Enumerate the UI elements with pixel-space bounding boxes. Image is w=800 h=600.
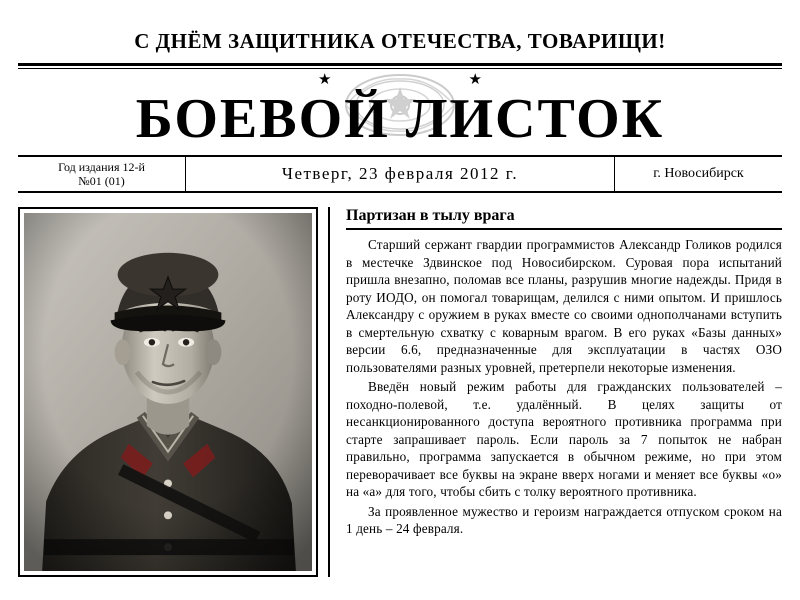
article-paragraph: За проявленное мужество и героизм награждается отпуском сроком на 1 день – 24 февраля. bbox=[346, 503, 782, 537]
vertical-rule bbox=[328, 207, 330, 577]
greeting-headline: С ДНЁМ ЗАЩИТНИКА ОТЕЧЕСТВА, ТОВАРИЩИ! bbox=[134, 29, 666, 53]
column-divider bbox=[318, 207, 340, 597]
star-right-icon: ★ bbox=[468, 72, 482, 89]
article bbox=[340, 207, 782, 597]
page-content bbox=[18, 207, 782, 597]
rule-thin-top bbox=[18, 68, 782, 69]
info-bar bbox=[18, 155, 782, 193]
issue-date: Четверг, 23 февраля 2012 г. bbox=[281, 164, 519, 184]
rule-thick-top bbox=[18, 63, 782, 66]
soldier-portrait-photo bbox=[24, 213, 312, 571]
page-title: БОЕВОЙ ЛИСТОК bbox=[135, 88, 665, 151]
star-left-icon: ★ bbox=[318, 72, 332, 89]
edition-year: Год издания 12-й bbox=[58, 160, 145, 175]
article-headline: Партизан в тылу врага bbox=[346, 207, 782, 230]
edition-number: №01 (01) bbox=[78, 174, 125, 189]
issue-city: г. Новосибирск bbox=[614, 157, 782, 191]
article-paragraph: Введён новый режим работы для гражданских пользователей – походно-полевой, т.е. удалённый. В целях защиты от несанкционированного доступа вероятного противника программа при старте запрашивает пароль. Если пароль за 7 попыток не набран правильно, программа запускается в обычном режиме, но при этом переворачивает все буквы на экране вверх ногами и меняет все буквы «о» на «а» для того, чтобы сбить с толку вероятного противника. bbox=[346, 379, 782, 500]
article-paragraph: Старший сержант гвардии программистов Александр Голиков родился в местечке Здвинское под Новосибирском. Суровая пора испытаний пришла внезапно, поломав все планы, разрушив многие надежды. Придя в роту ИОДО, он помогал товарищам, делился с ними опытом. И пришлось Александру с оружием в руках вместе со своими однополчанами вступить в смертельную схватку с коварным врагом. В его руках «Базы данных» версии 6.6, предназначенные для эксплуатации в частях ОЗО пользователями разных уровней, претерпели некоторые изменения. bbox=[346, 237, 782, 375]
edition-info bbox=[18, 157, 186, 191]
photo-frame bbox=[18, 207, 318, 577]
masthead-title-wrap bbox=[18, 89, 782, 151]
